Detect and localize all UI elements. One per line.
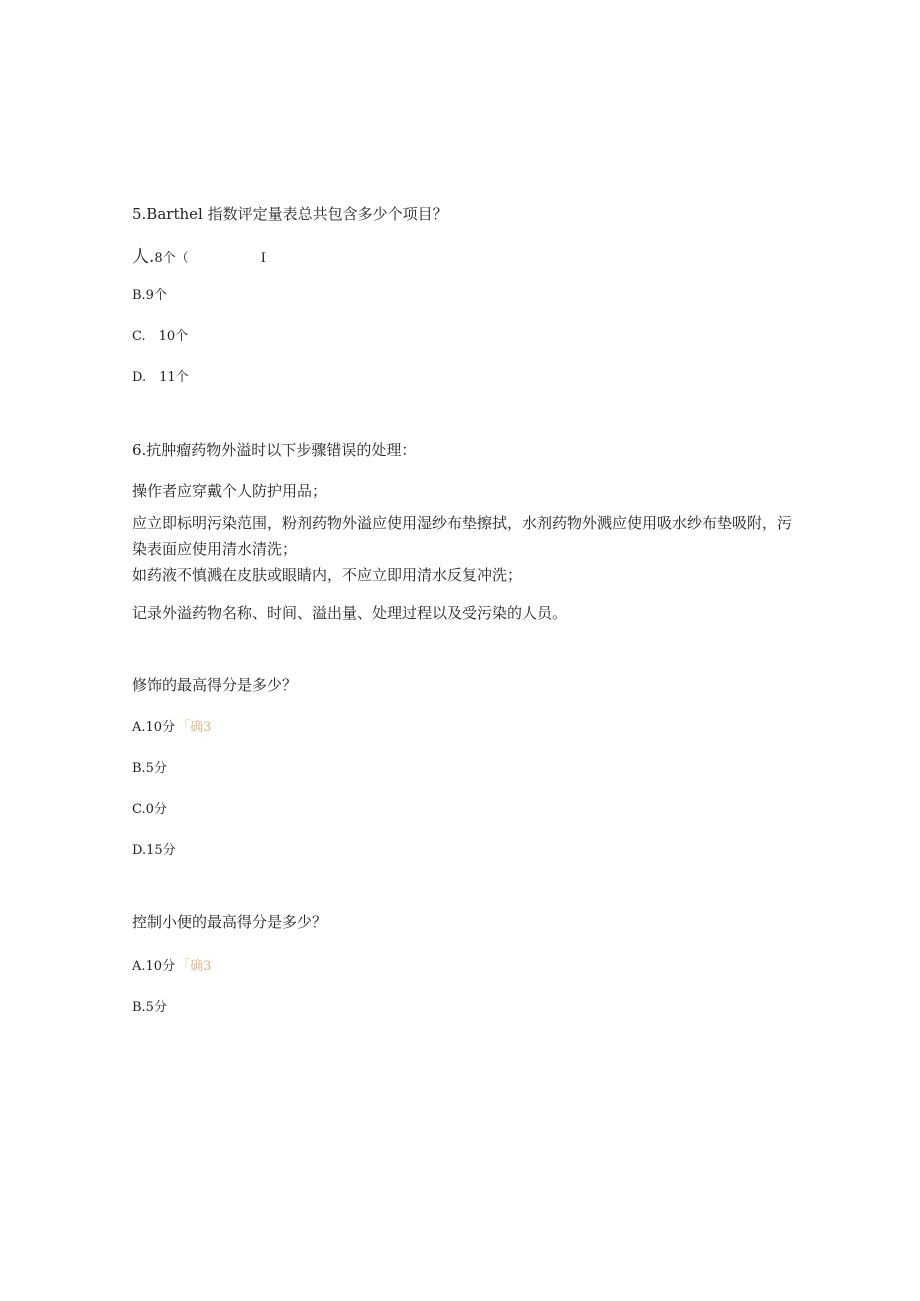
q6-step-4: 记录外溢药物名称、时间、溢出量、处理过程以及受污染的人员。 bbox=[132, 604, 568, 622]
question-6: 6.抗肿瘤药物外溢时以下步骤错误的处理： bbox=[132, 441, 417, 459]
q6-step-3: 如药液不慎溅在皮肤或眼睛内，不应立即用清水反复冲洗； bbox=[132, 566, 523, 584]
question-5: 5.Barthel 指数评定量表总共包含多少个项目？ bbox=[132, 205, 448, 223]
q8-option-b: B.5分 bbox=[132, 1000, 167, 1015]
q8-option-a bbox=[132, 959, 211, 975]
q5-option-a bbox=[132, 247, 266, 267]
q5-option-a-mark: I bbox=[260, 251, 266, 266]
q6-step-2: 应立即标明污染范围，粉剂药物外溢应使用湿纱布垫擦拭，水剂药物外溅应使用吸水纱布垫吸附，污染表面应使用清水清洗； bbox=[132, 514, 793, 558]
q5-option-a-prefix: 人. bbox=[132, 247, 155, 267]
q7-option-b: B.5分 bbox=[132, 761, 167, 776]
q5-option-d: D. 11个 bbox=[132, 370, 189, 385]
q7-answer-mark: 「确3 bbox=[177, 720, 212, 735]
q7-option-d: D.15分 bbox=[132, 843, 176, 858]
q5-option-b: B.9个 bbox=[132, 288, 167, 303]
q5-option-a-text: 8个（ bbox=[154, 251, 189, 266]
q6-step-1: 操作者应穿戴个人防护用品； bbox=[132, 482, 328, 500]
q7-option-a-text: A.10分 bbox=[132, 720, 176, 735]
question-7: 修饰的最高得分是多少？ bbox=[132, 676, 298, 694]
q8-option-a-text: A.10分 bbox=[132, 959, 176, 974]
question-8: 控制小便的最高得分是多少？ bbox=[132, 913, 328, 931]
q5-option-c: C. 10个 bbox=[132, 329, 189, 344]
q7-option-a bbox=[132, 720, 211, 736]
q7-option-c: C.0分 bbox=[132, 802, 167, 817]
q8-answer-mark: 「确3 bbox=[177, 959, 212, 974]
